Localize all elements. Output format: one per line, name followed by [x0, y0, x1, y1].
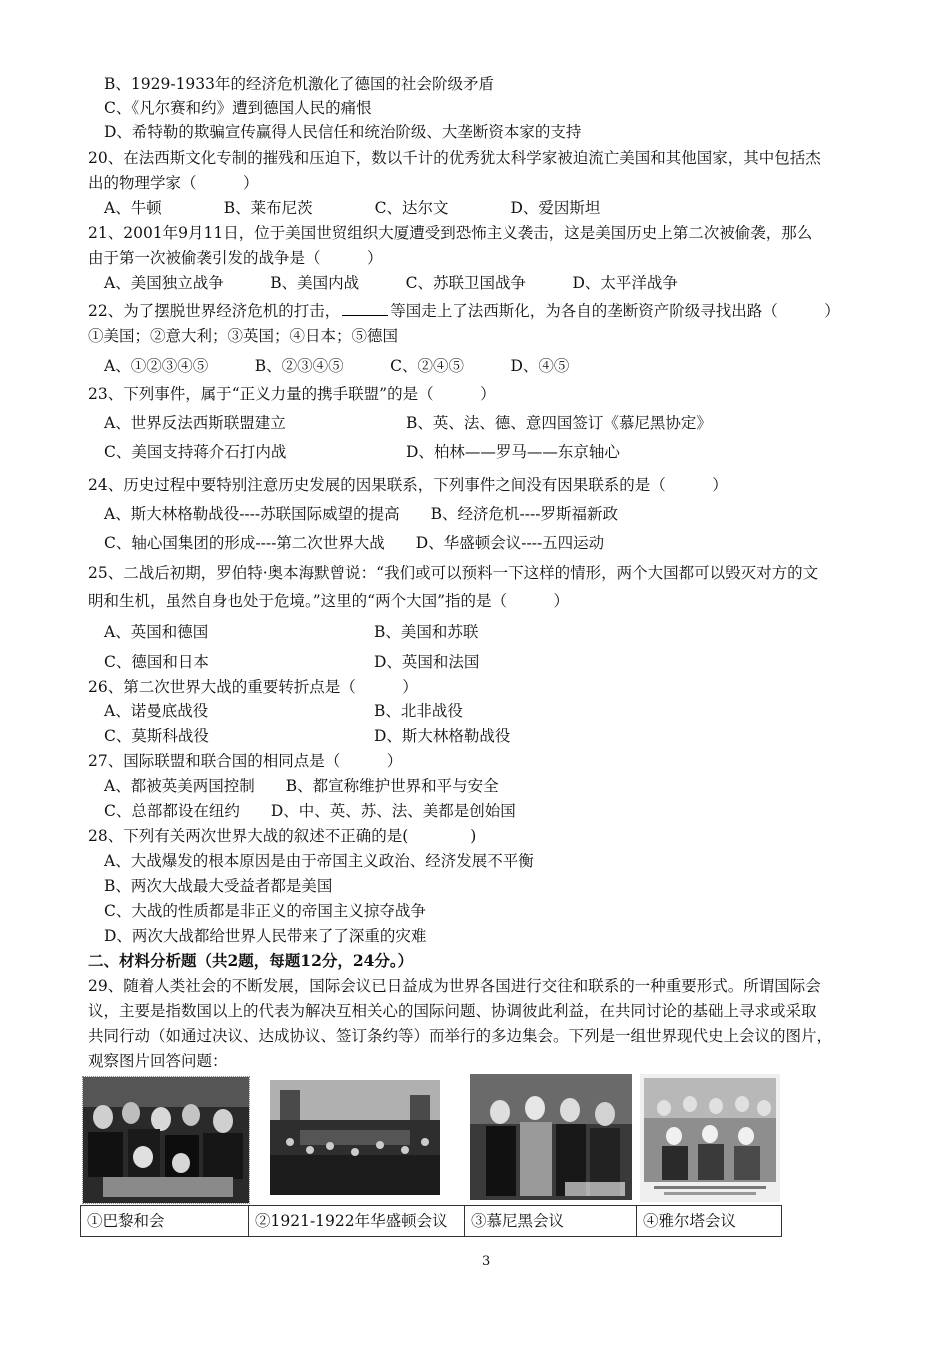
q24-stem: 24、历史过程中要特别注意历史发展的因果联系，下列事件之间没有因果联系的是（ ） — [88, 476, 728, 494]
q23-option-b: B、英、法、德、意四国签订《慕尼黑协定》 — [406, 414, 712, 432]
q24-options-ab: A、斯大林格勒战役----苏联国际威望的提高 B、经济危机----罗斯福新政 — [104, 505, 618, 523]
q29-stem-line2: 议，主要是指数国以上的代表为解决互相关心的国际问题、协调彼此利益，在共同讨论的基础上寻求或采取 — [88, 1002, 817, 1020]
q21-options: A、美国独立战争 B、美国内战 C、苏联卫国战争 D、太平洋战争 — [104, 274, 678, 292]
caption-washington-conference: ②1921-1922年华盛顿会议 — [249, 1206, 465, 1236]
q27-options-cd: C、总部都设在纽约 D、中、英、苏、法、美都是创始国 — [104, 802, 516, 820]
q26-option-c: C、莫斯科战役 — [104, 727, 209, 745]
page-number: 3 — [482, 1254, 491, 1269]
q28-option-b: B、两次大战最大受益者都是美国 — [104, 877, 333, 895]
q27-stem: 27、国际联盟和联合国的相同点是（ ） — [88, 752, 403, 770]
q26-stem: 26、第二次世界大战的重要转折点是（ ） — [88, 678, 418, 696]
q21-stem-line2: 由于第一次被偷袭引发的战争是（ ） — [88, 249, 383, 267]
caption-munich-conference: ③慕尼黑会议 — [465, 1206, 637, 1236]
q22-stem — [88, 301, 840, 321]
q19-option-d: D、希特勒的欺骗宣传赢得人民信任和统治阶级、大垄断资本家的支持 — [104, 123, 582, 141]
q22-stem-start: 22、为了摆脱世界经济危机的打击， — [88, 302, 341, 320]
q20-options: A、牛顿 B、莱布尼茨 C、达尔文 D、爱因斯坦 — [104, 199, 601, 217]
q25-option-b: B、美国和苏联 — [374, 623, 479, 641]
q20-stem-line2: 出的物理学家（ ） — [88, 174, 259, 192]
q28-option-a: A、大战爆发的根本原因是由于帝国主义政治、经济发展不平衡 — [104, 852, 534, 870]
q26-option-d: D、斯大林格勒战役 — [374, 727, 511, 745]
q29-stem-line1: 29、随着人类社会的不断发展，国际会议已日益成为世界各国进行交往和联系的一种重要形式。所谓国际会 — [88, 977, 821, 995]
q19-option-b: B、1929-1933年的经济危机激化了德国的社会阶级矛盾 — [104, 75, 495, 93]
photo-washington-conference — [270, 1080, 440, 1195]
q26-option-a: A、诺曼底战役 — [104, 702, 209, 720]
photo-paris-peace-conference — [82, 1076, 250, 1204]
q21-stem-line1: 21、2001年9月11日，位于美国世贸组织大厦遭受到恐怖主义袭击，这是美国历史上第二次被偷袭，那么 — [88, 224, 813, 242]
q23-option-d: D、柏林——罗马——东京轴心 — [406, 443, 620, 461]
q27-options-ab: A、都被英美两国控制 B、都宣称维护世界和平与安全 — [104, 777, 499, 795]
q22-choices: ①美国；②意大利；③英国；④日本；⑤德国 — [88, 327, 399, 345]
photo-caption-row — [80, 1205, 782, 1237]
q23-option-c: C、美国支持蒋介石打内战 — [104, 443, 287, 461]
q25-option-c: C、德国和日本 — [104, 653, 209, 671]
q19-option-c: C、《凡尔赛和约》遭到德国人民的痛恨 — [104, 99, 372, 117]
q25-option-d: D、英国和法国 — [374, 653, 480, 671]
q20-stem-line1: 20、在法西斯文化专制的摧残和压迫下，数以千计的优秀犹太科学家被迫流亡美国和其他国家，其中包括杰 — [88, 149, 821, 167]
photo-munich-conference — [470, 1074, 632, 1200]
q28-option-d: D、两次大战都给世界人民带来了了深重的灾难 — [104, 927, 427, 945]
q24-options-cd: C、轴心国集团的形成----第二次世界大战 D、华盛顿会议----五四运动 — [104, 534, 605, 552]
q23-stem: 23、下列事件，属于“正义力量的携手联盟”的是（ ） — [88, 385, 496, 403]
q29-stem-line3: 共同行动（如通过决议、达成协议、签订条约等）而举行的多边集会。下列是一组世界现代史上会议的图片， — [88, 1027, 833, 1045]
caption-paris-peace-conference: ①巴黎和会 — [81, 1206, 249, 1236]
caption-yalta-conference: ④雅尔塔会议 — [643, 1212, 737, 1230]
photo-yalta-conference — [640, 1074, 780, 1202]
q26-option-b: B、北非战役 — [374, 702, 463, 720]
fill-in-blank — [342, 301, 388, 316]
q25-stem-line1: 25、二战后初期，罗伯特·奥本海默曾说：“我们或可以预料一下这样的情形，两个大国都可以毁灭对方的文 — [88, 564, 819, 582]
section-two-heading: 二、材料分析题（共2题，每题12分，24分。） — [88, 951, 414, 970]
q22-stem-end: 等国走上了法西斯化，为各自的垄断资产阶级寻找出路（ ） — [390, 302, 840, 320]
q22-options: A、①②③④⑤ B、②③④⑤ C、②④⑤ D、④⑤ — [104, 357, 570, 375]
q28-option-c: C、大战的性质都是非正义的帝国主义掠夺战争 — [104, 902, 426, 920]
q29-stem-line4: 观察图片回答问题： — [88, 1052, 228, 1070]
q23-option-a: A、世界反法西斯联盟建立 — [104, 414, 286, 432]
q28-stem: 28、下列有关两次世界大战的叙述不正确的是( ) — [88, 827, 477, 845]
q25-stem-line2: 明和生机，虽然自身也处于危境。”这里的“两个大国”指的是（ ） — [88, 592, 570, 610]
q25-option-a: A、英国和德国 — [104, 623, 209, 641]
